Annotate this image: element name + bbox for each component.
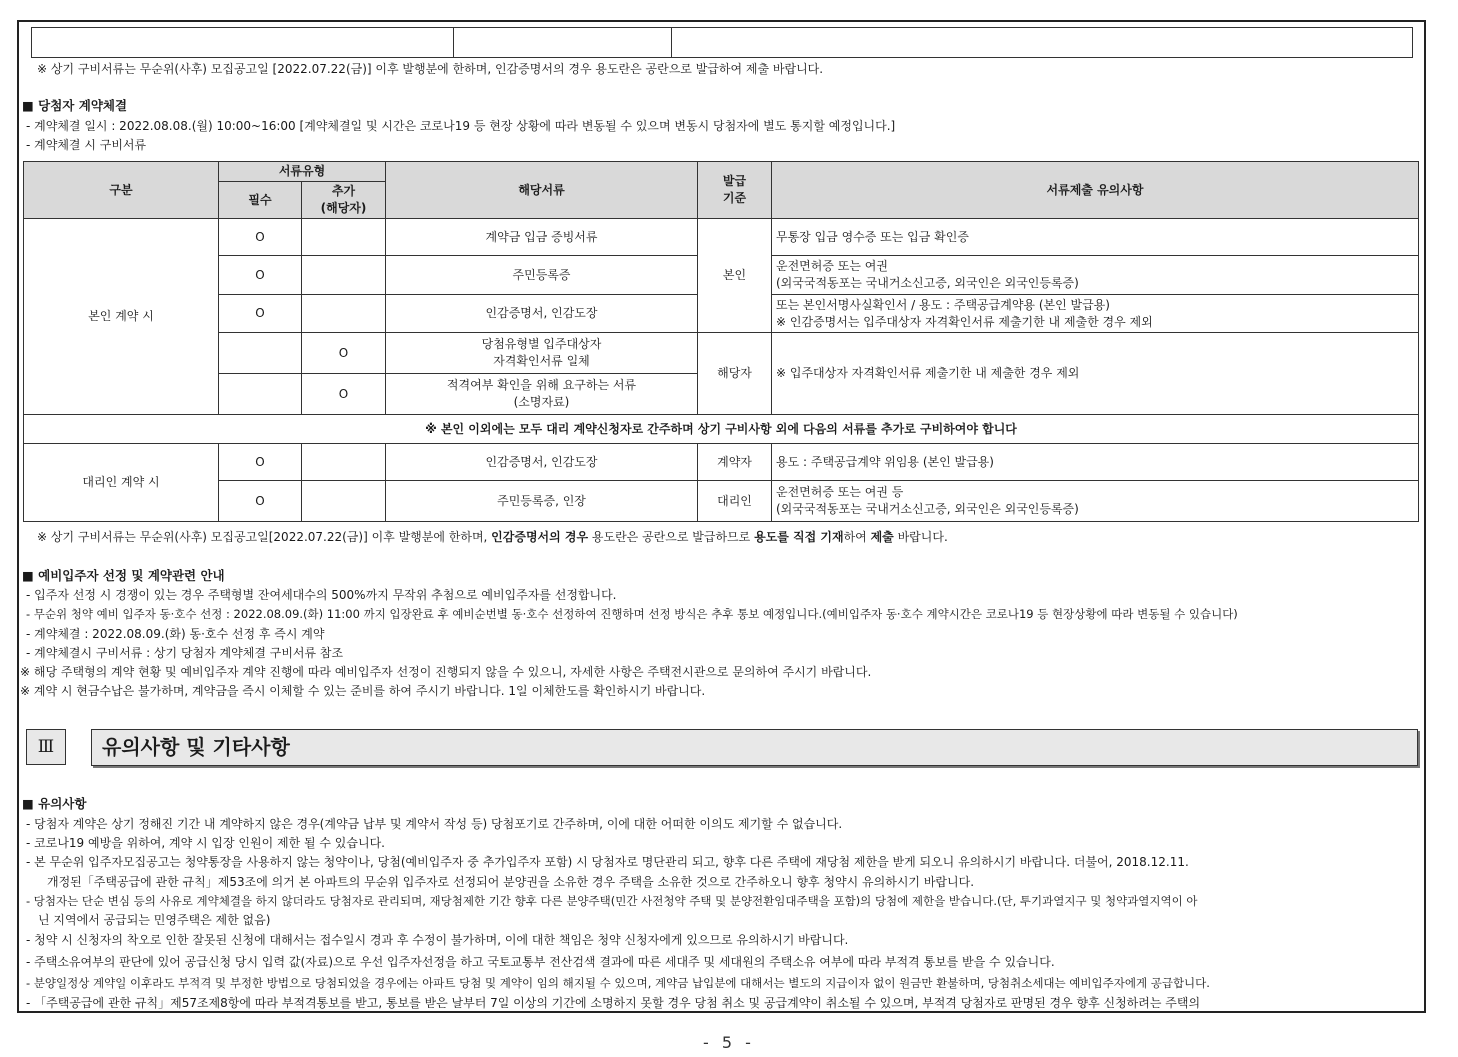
documents-table — [23, 161, 1419, 522]
header-gubun: 구분 — [24, 162, 219, 219]
required-mark: O — [219, 481, 302, 522]
note-top: ※ 상기 구비서류는 무순위(사후) 모집공고일 [2022.07.22(금)] 이후 발행분에 한하며, 인감증명서의 경우 용도란은 공란으로 발급하여 제출 바랍니다. — [37, 62, 824, 76]
table-divider — [671, 28, 672, 57]
note-cell: 운전면허증 또는 여권 등 (외국국적동포는 국내거소신고증, 외국인은 외국인등록증) — [772, 481, 1419, 522]
header-issue: 발급 기준 — [698, 162, 772, 219]
note-cell: ※ 입주대상자 자격확인서류 제출기한 내 제출한 경우 제외 — [772, 333, 1419, 415]
note-cell: 운전면허증 또는 여권 (외국국적동포는 국내거소신고증, 외국인은 외국인등록증) — [772, 256, 1419, 295]
caution-line: - 「주택공급에 관한 규칙」제57조제8항에 따라 부적격통보를 받고, 통보를 받은 날부터 7일 이상의 기간에 소명하지 못할 경우 당첨 취소 및 공급계약이 취소될 수 있으며, 부적격 당첨자로 판명된 경우 향후 신청하려는 주택의 — [26, 996, 1201, 1010]
header-required: 필수 — [219, 182, 302, 219]
page-number: - 5 - — [703, 1033, 755, 1052]
doc-cell: 주민등록증, 인장 — [386, 481, 698, 522]
contract-heading: ■ 당첨자 계약체결 — [22, 98, 128, 113]
mid-note: ※ 본인 이외에는 모두 대리 계약신청자로 간주하며 상기 구비사항 외에 다음의 서류를 추가로 구비하여야 합니다 — [24, 415, 1419, 444]
required-mark — [219, 374, 302, 415]
caution-line: 개정된「주택공급에 관한 규칙」제53조에 의거 본 아파트의 무순위 입주자로 선정되어 분양권을 소유한 경우 주택을 소유한 것으로 간주하오니 향후 청약시 유의하시기 바랍니다. — [47, 875, 975, 889]
caution-line: - 본 무순위 입주자모집공고는 청약통장을 사용하지 않는 청약이나, 당첨(예비입주자 중 추가입주자 포함) 시 당첨자로 명단관리 되고, 향후 다른 주택에 재당첨 제한을 받게 되오니 유의하시기 바랍니다. 더불어, 2018.12.11. — [26, 855, 1189, 869]
header-doc-type: 서류유형 — [219, 162, 386, 182]
caution-line: - 코로나19 예방을 위하여, 계약 시 입장 인원이 제한 될 수 있습니다. — [26, 836, 385, 850]
note-cell: 무통장 입금 영수증 또는 입금 확인증 — [772, 219, 1419, 256]
reserve-line: - 계약체결시 구비서류 : 상기 당첨자 계약체결 구비서류 참조 — [26, 646, 344, 660]
additional-mark: O — [302, 333, 386, 374]
reserve-line: ※ 계약 시 현금수납은 불가하며, 계약금을 즉시 이체할 수 있는 준비를 하여 주시기 바랍니다. 1일 이체한도를 확인하시기 바랍니다. — [20, 684, 706, 698]
section-title: 유의사항 및 기타사항 — [91, 729, 1418, 766]
issue-cell: 대리인 — [698, 481, 772, 522]
required-mark: O — [219, 256, 302, 295]
caution-line: - 당첨자 계약은 상기 정해진 기간 내 계약하지 않은 경우(계약금 납부 및 계약서 작성 등) 당첨포기로 간주하며, 이에 대한 어떠한 이의도 제기할 수 없습니다. — [26, 817, 843, 831]
additional-mark — [302, 444, 386, 481]
doc-cell: 당첨유형별 입주대상자 자격확인서류 일체 — [386, 333, 698, 374]
additional-mark — [302, 295, 386, 333]
cautions-heading: ■ 유의사항 — [22, 796, 87, 811]
reserve-line: - 입주자 선정 시 경쟁이 있는 경우 주택형별 잔여세대수의 500%까지 무작위 추첨으로 예비입주자를 선정합니다. — [26, 588, 617, 602]
section-number: Ⅲ — [26, 729, 66, 765]
caution-line: 닌 지역에서 공급되는 민영주택은 제한 없음) — [38, 913, 271, 927]
reserve-line: - 무순위 청약 예비 입주자 동·호수 선정 : 2022.08.09.(화) 11:00 까지 입장완료 후 예비순번별 동·호수 선정하여 진행하며 선정 방식은 추후 통보 예정입니다.(예비입주자 동·호수 계약시간은 코로나19 등 현장상황에 따라 변동될 수 있습니다) — [26, 607, 1238, 621]
agent-contract-label: 대리인 계약 시 — [24, 444, 219, 522]
table-divider — [453, 28, 454, 57]
contract-line: - 계약체결 일시 : 2022.08.08.(월) 10:00~16:00 [계약체결일 및 시간은 코로나19 등 현장 상황에 따라 변동될 수 있으며 변동시 당첨자에 별도 통지할 예정입니다.] — [26, 119, 896, 133]
reserve-line: ※ 해당 주택형의 계약 현황 및 예비입주자 계약 진행에 따라 예비입주자 선정이 진행되지 않을 수 있으니, 자세한 사항은 주택전시관으로 문의하여 주시기 바랍니다. — [20, 665, 872, 679]
caution-line: - 당첨자는 단순 변심 등의 사유로 계약체결을 하지 않더라도 당첨자로 관리되며, 재당첨제한 기간 향후 다른 분양주택(민간 사전청약 주택 및 분양전환임대주택을 포함)의 당첨에 제한을 받습니다.(단, 투기과열지구 및 청약과열지역이 아 — [26, 894, 1198, 908]
header-doc: 해당서류 — [386, 162, 698, 219]
note-cell: 또는 본인서명사실확인서 / 용도 : 주택공급계약용 (본인 발급용) ※ 인감증명서는 입주대상자 자격확인서류 제출기한 내 제출한 경우 제외 — [772, 295, 1419, 333]
self-contract-label: 본인 계약 시 — [24, 219, 219, 415]
reserve-heading: ■ 예비입주자 선정 및 계약관련 안내 — [22, 568, 225, 583]
note-after-table: ※ 상기 구비서류는 무순위(사후) 모집공고일[2022.07.22(금)] 이후 발행분에 한하며, 인감증명서의 경우 용도란은 공란으로 발급하므로 용도를 직접 기재하여 제출 바랍니다. — [37, 530, 948, 544]
contract-line: - 계약체결 시 구비서류 — [26, 138, 147, 152]
empty-table-row — [31, 27, 1413, 58]
header-additional: 추가 (해당자) — [302, 182, 386, 219]
doc-cell: 적격여부 확인을 위해 요구하는 서류 (소명자료) — [386, 374, 698, 415]
doc-cell: 인감증명서, 인감도장 — [386, 295, 698, 333]
additional-mark: O — [302, 374, 386, 415]
required-mark — [219, 333, 302, 374]
required-mark: O — [219, 295, 302, 333]
issue-self: 본인 — [698, 219, 772, 333]
caution-line: - 청약 시 신청자의 착오로 인한 잘못된 신청에 대해서는 접수일시 경과 후 수정이 불가하며, 이에 대한 책임은 청약 신청자에게 있으므로 유의하시기 바랍니다. — [26, 933, 849, 947]
additional-mark — [302, 481, 386, 522]
required-mark: O — [219, 444, 302, 481]
additional-mark — [302, 219, 386, 256]
doc-cell: 계약금 입금 증빙서류 — [386, 219, 698, 256]
header-notes: 서류제출 유의사항 — [772, 162, 1419, 219]
doc-cell: 주민등록증 — [386, 256, 698, 295]
note-cell: 용도 : 주택공급계약 위임용 (본인 발급용) — [772, 444, 1419, 481]
issue-applicable: 해당자 — [698, 333, 772, 415]
issue-cell: 계약자 — [698, 444, 772, 481]
caution-line: - 주택소유여부의 판단에 있어 공급신청 당시 입력 값(자료)으로 우선 입주자선정을 하고 국토교통부 전산검색 결과에 따른 세대주 및 세대원의 주택소유 여부에 따라 부적격 통보를 받을 수 있습니다. — [26, 955, 1055, 969]
required-mark: O — [219, 219, 302, 256]
additional-mark — [302, 256, 386, 295]
caution-line: - 분양일정상 계약일 이후라도 부적격 및 부정한 방법으로 당첨되었을 경우에는 아파트 당첨 및 계약이 임의 해지될 수 있으며, 계약금 납입분에 대해서는 별도의 지급이자 없이 원금만 환불하며, 당첨취소세대는 예비입주자에게 공급합니다. — [26, 976, 1210, 990]
doc-cell: 인감증명서, 인감도장 — [386, 444, 698, 481]
reserve-line: - 계약체결 : 2022.08.09.(화) 동·호수 선정 후 즉시 계약 — [26, 627, 325, 641]
